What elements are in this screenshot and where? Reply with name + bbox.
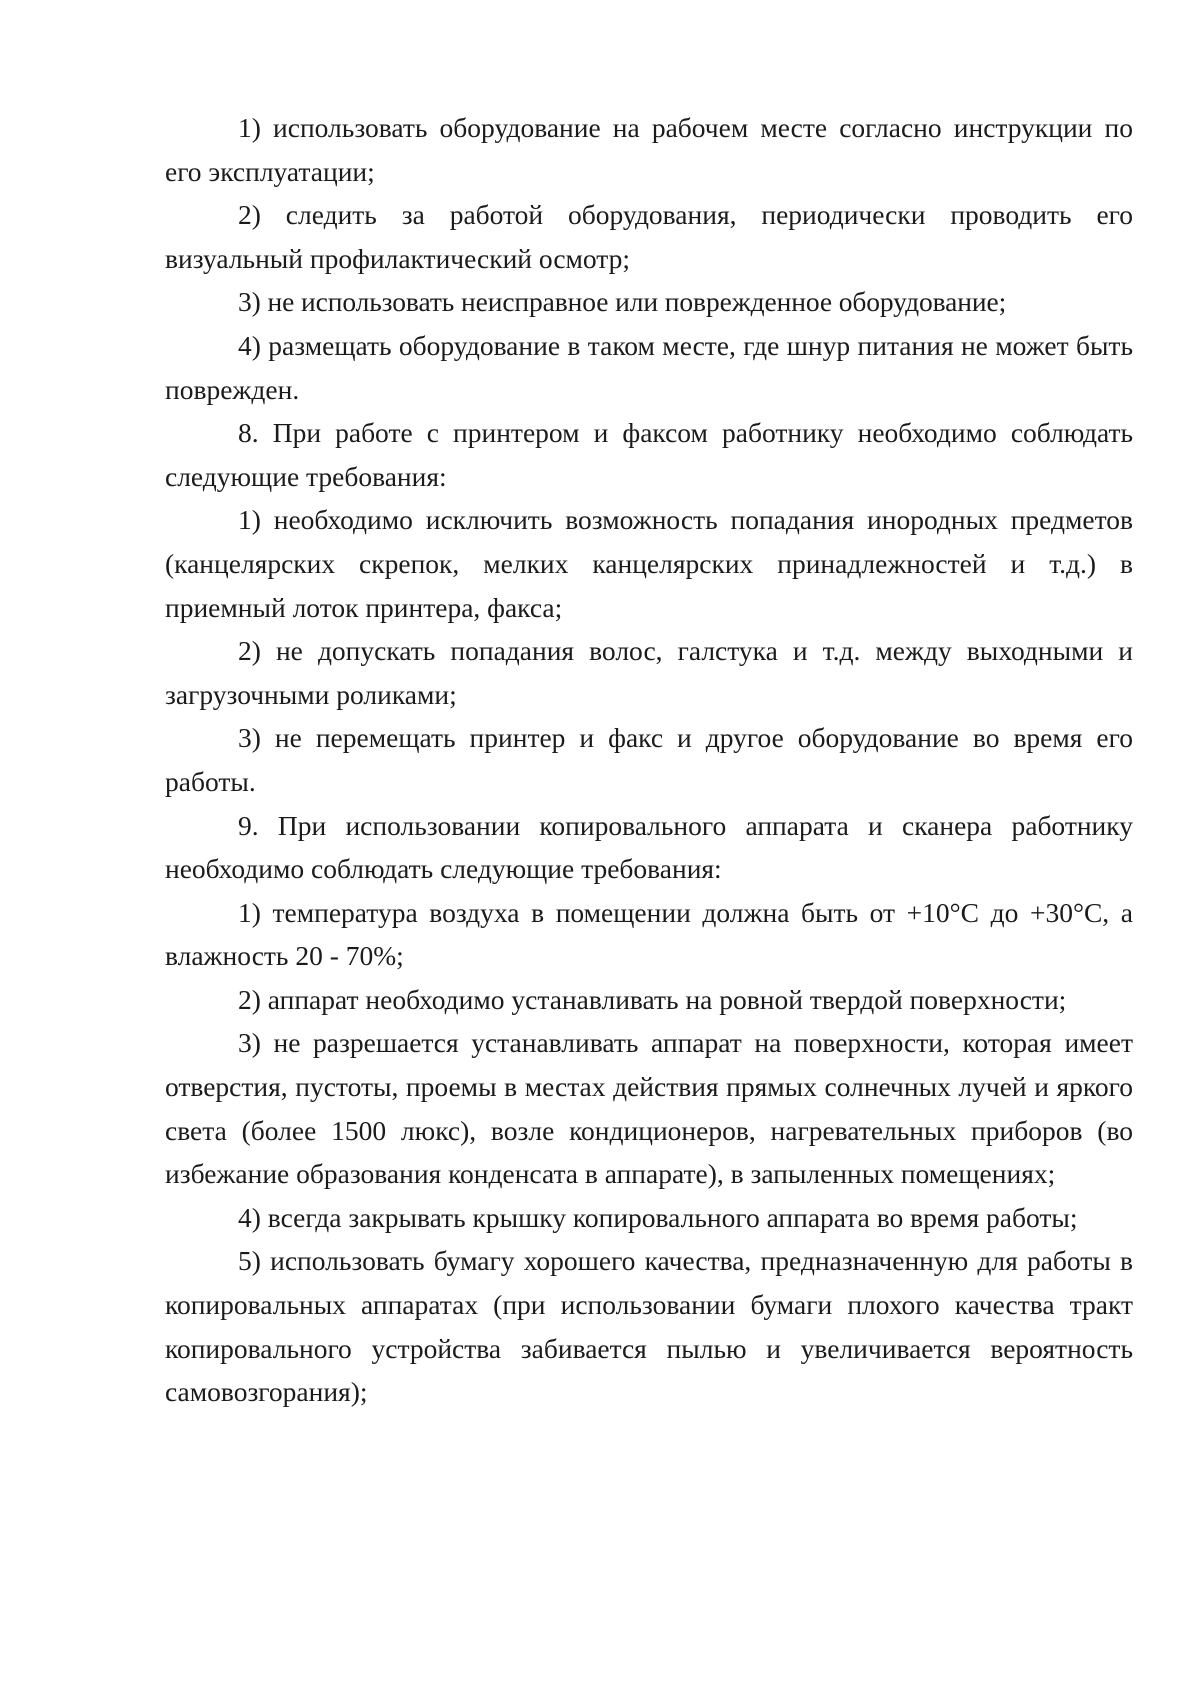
paragraph-flat-surface: 2) аппарат необходимо устанавливать на ровной твердой поверхности; [238,983,1067,1015]
paragraph-moving-equipment: 3) не перемещать принтер и факс и другое оборудование во время его работы. [165,722,1133,797]
paragraph-temperature-humidity: 1) температура воздуха в помещении должна быть от +10°С до +30°С, а влажность 20 - 70%; [165,896,1133,972]
paragraph-equipment-monitoring: 2) следить за работой оборудования, периодически проводить его визуальный профилактический осмотр; [165,199,1133,274]
paragraph-close-lid: 4) всегда закрывать крышку копировального аппарата во время работы; [238,1201,1078,1233]
paragraph-equipment-usage: 1) использовать оборудование на рабочем месте согласно инструкции по его эксплуатации; [165,112,1133,187]
paragraph-faulty-equipment: 3) не использовать неисправное или поврежденное оборудование; [238,286,1007,318]
paragraph-installation-restrictions: 3) не разрешается устанавливать аппарат на поверхности, которая имеет отверстия, пустоты, проемы в местах действия прямых солнечных лучей и яркого света (более 1500 люкс), возле кондиционеров, нагревательных приборов (во избежание образования конденсата в аппарате), в запыленных помещениях; [165,1027,1133,1190]
paragraph-paper-quality: 5) использовать бумагу хорошего качества, предназначенную для работы в копировальных аппаратах (при использовании бумаги плохого качества тракт копировального устройства забивается пылью и увеличивается вероятность самовозгорания); [165,1245,1133,1408]
paragraph-section-9-copier-scanner: 9. При использовании копировального аппарата и сканера работнику необходимо соблюдать следующие требования: [165,809,1133,885]
paragraph-equipment-placement: 4) размещать оборудование в таком месте, где шнур питания не может быть поврежден. [165,329,1133,405]
paragraph-rollers: 2) не допускать попадания волос, галстука и т.д. между выходными и загрузочными роликами; [165,635,1133,710]
document-page [165,106,1133,1414]
paragraph-foreign-objects: 1) необходимо исключить возможность попадания инородных предметов (канцелярских скрепок, мелких канцелярских принадлежностей и т.д.) в приемный лоток принтера, факса; [165,504,1133,623]
paragraph-section-8-printer-fax: 8. При работе с принтером и факсом работнику необходимо соблюдать следующие требования: [165,417,1133,492]
